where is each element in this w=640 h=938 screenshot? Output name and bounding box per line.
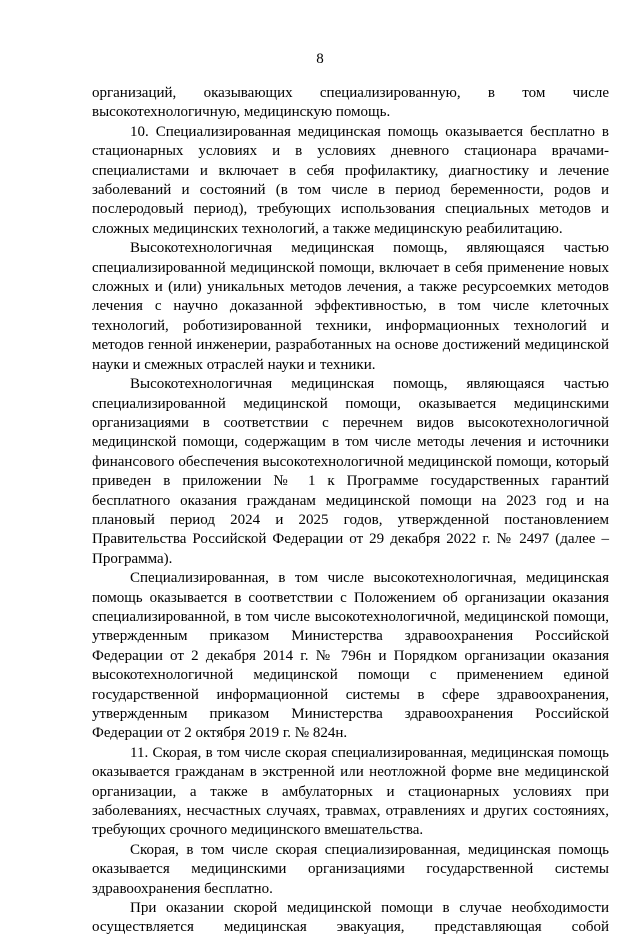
paragraph-continuation: организаций, оказывающих специализированную, в том числе высокотехнологичную, медицинскую помощь.: [92, 85, 609, 121]
paragraph-high-tech-provision: Высокотехнологичная медицинская помощь, являющаяся частью специализированной медицинской помощи, оказывается медицинскими организациями в соответствии с перечнем видов высокотехнологичной медицинской помощи, содержащим в том числе методы лечения и источники финансового обеспечения высокотехнологичной медицинской помощи, который приведен в приложении № 1 к Программе государственных гарантий бесплатного оказания гражданам медицинской помощи на 2023 год и на плановый период 2024 и 2025 годов, утвержденной постановлением Правительства Российской Федерации от 29 декабря 2022 г. № 2497 (далее – Программа).: [92, 376, 609, 567]
paragraph-specialized-regulation: Специализированная, в том числе высокотехнологичная, медицинская помощь оказывается в соответствии с Положением об организации оказания специализированной, в том числе высокотехнологичной, медицинской помощи, утвержденным приказом Министерства здравоохранения Российской Федерации от 2 декабря 2014 г. № 796н и Порядком организации оказания высокотехнологичной медицинской помощи с применением единой государственной информационной системы в сфере здравоохранения, утвержденным приказом Министерства здравоохранения Российской Федерации от 2 октября 2019 г. № 824н.: [92, 570, 609, 742]
paragraph-item-11: 11. Скорая, в том числе скорая специализированная, медицинская помощь оказывается гражданам в экстренной или неотложной форме вне медицинской организации, а также в амбулаторных и стационарных условиях при заболеваниях, несчастных случаях, травмах, отравлениях и других состояниях, требующих срочного медицинского вмешательства.: [92, 744, 609, 839]
page-number: 8: [316, 51, 324, 67]
paragraph-high-tech-definition: Высокотехнологичная медицинская помощь, являющаяся частью специализированной медицинской помощи, включает в себя применение новых сложных и (или) уникальных методов лечения, а также ресурсоемких методов лечения с научно доказанной эффективностью, в том числе клеточных технологий, роботизированной техники, информационных технологий и методов генной инженерии, разработанных на основе достижений медицинской науки и смежных отраслей науки и техники.: [92, 240, 609, 373]
paragraph-item-10: 10. Специализированная медицинская помощь оказывается бесплатно в стационарных условиях и в условиях дневного стационара врачами-специалистами и включает в себя профилактику, диагностику и лечение заболеваний и состояний (в том числе в период беременности, родов и послеродовый период), требующих использования специальных методов и сложных медицинских технологий, а также медицинскую реабилитацию.: [92, 123, 609, 237]
document-body: [92, 84, 609, 938]
paragraph-evacuation: При оказании скорой медицинской помощи в случае необходимости осуществляется медицинская эвакуация, представляющая собой: [92, 900, 609, 936]
paragraph-emergency-free: Скорая, в том числе скорая специализированная, медицинская помощь оказывается медицинскими организациями государственной системы здравоохранения бесплатно.: [92, 841, 609, 897]
